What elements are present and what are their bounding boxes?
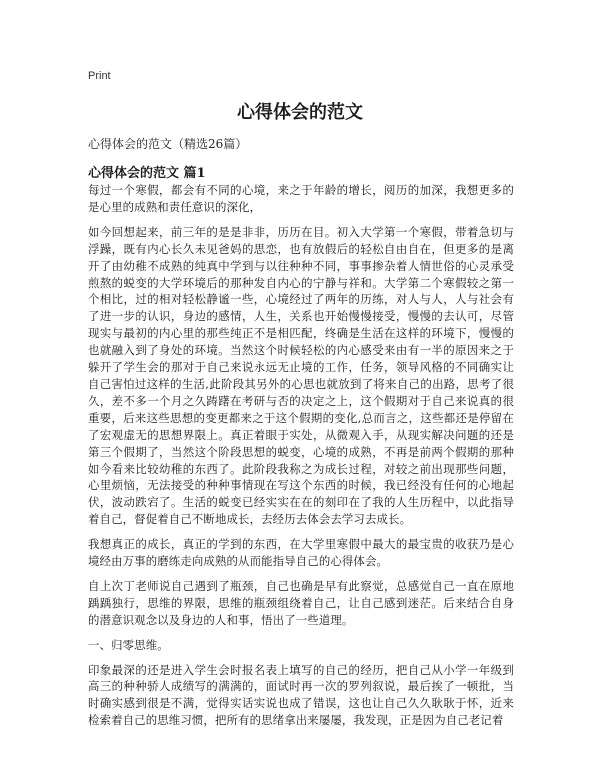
document-body [88,182,514,737]
paragraph-2: 如今回想起来，前三年的是是非非，历历在目。初入大学第一个寒假，带着急切与浮躁，既有内心长久未见爸妈的思恋，也有放假后的轻松自由自在，但更多的是离开了由幼稚不成熟的纯真中学到与以往种种不同，事事掺杂着人情世俗的心灵承受煎熬的蜕变的大学环境后的那种发自内心的宁静与祥和。大学第二个寒假较之第一个相比，过的相对轻松静谧一些，心境经过了两年的历练，对人与人，人与社会有了进一步的认识，身边的感情，人生，关系也开始慢慢接受，慢慢的去认可，尽管现实与最初的内心里的那些纯正不是相匹配，终确是生活在这样的环境下，慢慢的也就融入到了身处的环境。当然这个时候轻松的内心感受来由有一半的原因来之于躲开了学生会的那对于自己来说永远无止境的工作，任务，领导风格的不同确实让自己害怕过这样的生活,此阶段其另外的心思也就放到了将来自己的出路，思考了很久，差不多一个月之久踌躇在考研与否的决定之上，这个假期对于自己来说真的很重要，后来这些思想的变更都来之于这个假期的变化,总而言之，这些都还是停留在了宏观虚无的思想界限上。真正着眼于实处，从微观入手，从现实解决问题的还是第三个假期了，当然这个阶段思想的蜕变，心境的成熟，不再是前两个假期的那种如今看来比较幼稚的东西了。此阶段我称之为成长过程，对较之前出现那些问题，心里烦恼，无法接受的种种事情现在写这个东西的时候，我已经没有任何的心地起伏，波动跌宕了。生活的蜕变已经实实在在的刻印在了我的人生历程中，以此指导着自己，督促着自己不断地成长，去经历去体会去学习去成长。 [88,224,514,527]
paragraph-1: 每过一个寒假，都会有不同的心境，来之于年龄的增长，阅历的加深，我想更多的是心里的成熟和责任意识的深化， [88,183,514,214]
document-title: 心得体会的范文 [237,102,363,123]
paragraph-4: 自上次丁老师说自己遇到了瓶颈，自己也确是早有此察觉，总感觉自己一直在原地踽踽独行，思维的界限，思维的瓶颈组绕着自己，让自己感到迷茫。后来结合自身的潜意识观念以及身边的人和事，悟出了一些道理。 [88,578,514,627]
document-subtitle: 心得体会的范文（精选26篇） [88,137,248,151]
section-heading: 心得体会的范文 篇1 [88,166,206,181]
paragraph-5: 一、归零思维。 [88,637,169,652]
paragraph-6: 印象最深的还是进入学生会时报名表上填写的自己的经历，把自己从小学一年级到高三的种种骄人成绩写的满满的，面试时再一次的罗列叙说，最后挨了一顿批，当时确实感到很是不满，觉得实话实说也成了错误，这也让自己久久耿耿于怀，近来检索着自己的思维习惯，把所有的思绪拿出来屡屡，我发现，正是因为自己老记着 [88,662,514,728]
paragraph-3: 我想真正的成长，真正的学到的东西，在大学里寒假中最大的最宝贵的收获乃是心境经由万事的磨练走向成熟的从而能指导自己的心得体会。 [88,537,514,569]
print-label: Print [88,70,111,82]
